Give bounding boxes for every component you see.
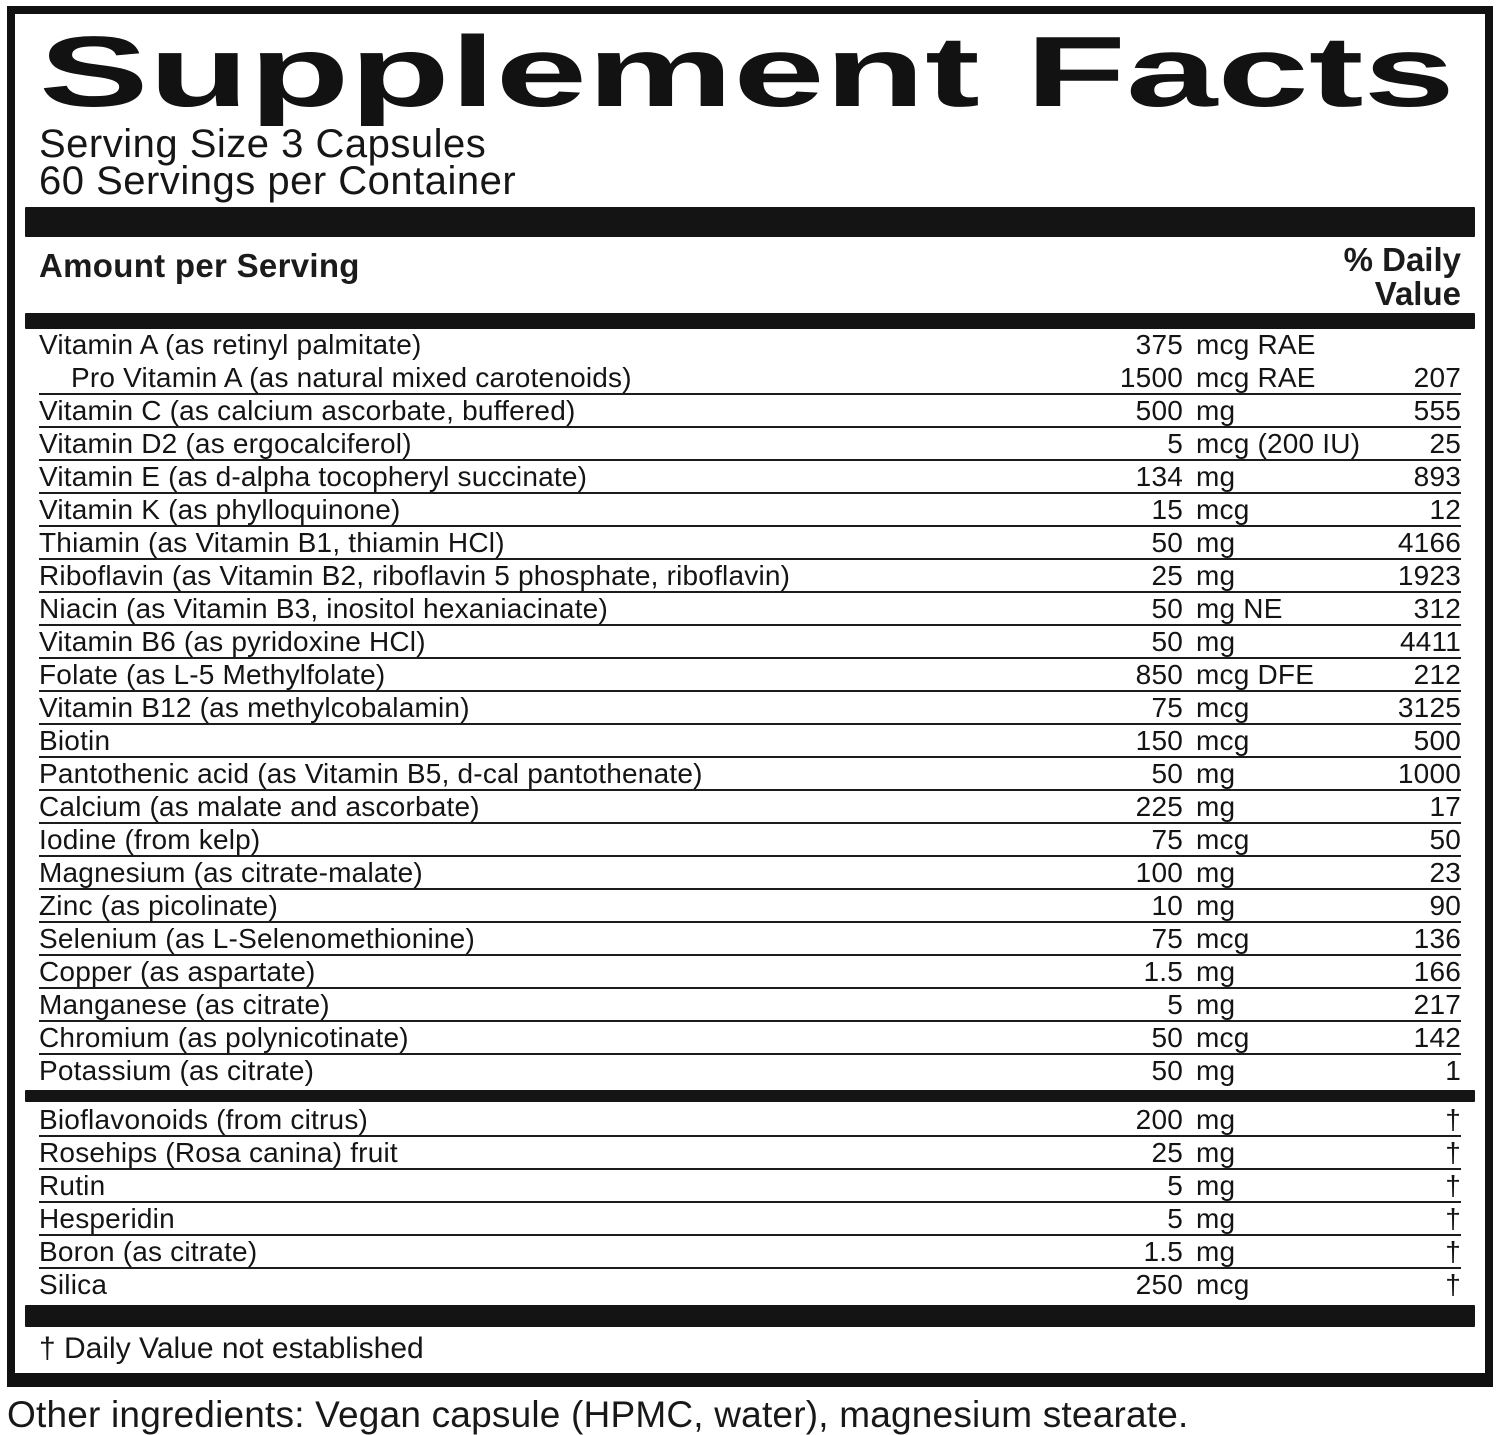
ingredient-daily-value: 555 bbox=[1413, 395, 1461, 426]
thick-divider-bar bbox=[25, 207, 1475, 237]
section-divider-bar bbox=[25, 1090, 1475, 1102]
ingredient-row bbox=[39, 560, 1461, 593]
ingredient-unit: mg bbox=[1196, 1170, 1236, 1201]
ingredient-name: Vitamin D2 (as ergocalciferol) bbox=[39, 429, 412, 459]
ingredient-name: Pantothenic acid (as Vitamin B5, d-cal pantothenate) bbox=[39, 759, 703, 789]
ingredient-daily-value: 90 bbox=[1429, 890, 1461, 921]
ingredient-row bbox=[39, 593, 1461, 626]
ingredient-row bbox=[39, 1137, 1461, 1170]
other-ingredients: Other ingredients: Vegan capsule (HPMC, water), magnesium stearate. bbox=[7, 1394, 1189, 1435]
ingredient-amount: 50 bbox=[1151, 593, 1183, 624]
supplement-facts-panel bbox=[7, 6, 1493, 1387]
ingredient-unit: mg bbox=[1196, 989, 1236, 1020]
ingredient-amount: 50 bbox=[1151, 527, 1183, 558]
ingredient-daily-value: † bbox=[1445, 1269, 1461, 1300]
ingredient-unit: mg bbox=[1196, 560, 1236, 591]
ingredient-amount: 10 bbox=[1151, 890, 1183, 921]
ingredient-unit: mg bbox=[1196, 1137, 1236, 1168]
ingredient-unit: mg bbox=[1196, 395, 1236, 426]
ingredient-row bbox=[39, 1104, 1461, 1137]
ingredient-name: Folate (as L-5 Methylfolate) bbox=[39, 660, 386, 690]
ingredient-unit: mg bbox=[1196, 956, 1236, 987]
ingredient-daily-value: 142 bbox=[1413, 1022, 1461, 1053]
ingredient-amount: 500 bbox=[1135, 395, 1183, 426]
ingredient-row bbox=[39, 329, 1461, 362]
ingredient-amount: 50 bbox=[1151, 1055, 1183, 1086]
ingredient-daily-value: 1923 bbox=[1397, 560, 1461, 591]
ingredient-daily-value: 3125 bbox=[1397, 692, 1461, 723]
ingredient-amount: 75 bbox=[1151, 824, 1183, 855]
ingredient-row bbox=[39, 1170, 1461, 1203]
ingredient-name: Selenium (as L-Selenomethionine) bbox=[39, 924, 475, 954]
ingredient-row bbox=[39, 461, 1461, 494]
ingredient-row bbox=[39, 857, 1461, 890]
servings-per-container: 60 Servings per Container bbox=[39, 159, 517, 203]
ingredient-daily-value: 25 bbox=[1429, 428, 1461, 459]
ingredient-amount: 5 bbox=[1167, 989, 1183, 1020]
ingredient-name: Bioflavonoids (from citrus) bbox=[39, 1105, 369, 1135]
ingredient-name: Iodine (from kelp) bbox=[39, 825, 261, 855]
ingredient-daily-value: 23 bbox=[1429, 857, 1461, 888]
ingredient-row bbox=[39, 725, 1461, 758]
botanicals-table bbox=[39, 1104, 1461, 1302]
ingredient-amount: 100 bbox=[1135, 857, 1183, 888]
daily-value-header: % Daily Value bbox=[1343, 241, 1461, 312]
column-header-divider-bar bbox=[25, 313, 1475, 329]
ingredient-name: Hesperidin bbox=[39, 1204, 175, 1234]
ingredient-unit: mcg bbox=[1196, 725, 1250, 756]
ingredient-unit: mcg RAE bbox=[1196, 362, 1316, 393]
ingredient-row bbox=[39, 824, 1461, 857]
ingredient-name: Biotin bbox=[39, 726, 111, 756]
ingredient-unit: mg bbox=[1196, 1236, 1236, 1267]
serving-info bbox=[39, 122, 1461, 203]
ingredient-name: Magnesium (as citrate-malate) bbox=[39, 858, 423, 888]
ingredient-daily-value: † bbox=[1445, 1203, 1461, 1234]
ingredient-row bbox=[39, 890, 1461, 923]
ingredient-row bbox=[39, 395, 1461, 428]
ingredient-name: Silica bbox=[39, 1270, 108, 1300]
ingredient-unit: mcg bbox=[1196, 923, 1250, 954]
ingredient-unit: mcg RAE bbox=[1196, 329, 1316, 360]
ingredient-name: Potassium (as citrate) bbox=[39, 1056, 315, 1086]
ingredient-daily-value: 217 bbox=[1413, 989, 1461, 1020]
ingredient-row bbox=[39, 791, 1461, 824]
ingredient-daily-value: 207 bbox=[1413, 362, 1461, 393]
ingredient-name: Thiamin (as Vitamin B1, thiamin HCl) bbox=[39, 528, 505, 558]
ingredient-name: Vitamin K (as phylloquinone) bbox=[39, 495, 401, 525]
ingredient-row bbox=[39, 659, 1461, 692]
ingredient-unit: mg bbox=[1196, 758, 1236, 789]
ingredient-row bbox=[39, 989, 1461, 1022]
ingredient-daily-value: † bbox=[1445, 1236, 1461, 1267]
ingredient-amount: 250 bbox=[1135, 1269, 1183, 1300]
ingredient-unit: mg bbox=[1196, 527, 1236, 558]
ingredient-unit: mg bbox=[1196, 626, 1236, 657]
ingredient-amount: 200 bbox=[1135, 1104, 1183, 1135]
ingredient-amount: 150 bbox=[1135, 725, 1183, 756]
ingredient-name: Rutin bbox=[39, 1171, 106, 1201]
ingredient-row bbox=[39, 1269, 1461, 1302]
ingredient-daily-value: 50 bbox=[1429, 824, 1461, 855]
ingredient-daily-value: 893 bbox=[1413, 461, 1461, 492]
ingredient-amount: 375 bbox=[1135, 329, 1183, 360]
ingredient-amount: 75 bbox=[1151, 923, 1183, 954]
ingredient-name: Riboflavin (as Vitamin B2, riboflavin 5 phosphate, riboflavin) bbox=[39, 561, 791, 591]
ingredient-unit: mcg bbox=[1196, 692, 1250, 723]
ingredient-name: Vitamin B6 (as pyridoxine HCl) bbox=[39, 627, 426, 657]
ingredient-name: Manganese (as citrate) bbox=[39, 990, 330, 1020]
ingredient-name: Calcium (as malate and ascorbate) bbox=[39, 792, 480, 822]
ingredient-daily-value: † bbox=[1445, 1170, 1461, 1201]
ingredient-daily-value: 4166 bbox=[1397, 527, 1461, 558]
ingredient-unit: mg bbox=[1196, 1203, 1236, 1234]
ingredient-amount: 5 bbox=[1167, 1170, 1183, 1201]
ingredient-row bbox=[39, 527, 1461, 560]
column-header bbox=[39, 239, 1461, 311]
ingredient-daily-value: 212 bbox=[1413, 659, 1461, 690]
panel-title-text: Supplement Facts bbox=[39, 20, 1455, 126]
ingredient-unit: mg bbox=[1196, 857, 1236, 888]
ingredient-unit: mg bbox=[1196, 461, 1236, 492]
ingredient-unit: mg bbox=[1196, 791, 1236, 822]
ingredient-unit: mg NE bbox=[1196, 593, 1283, 624]
ingredient-name: Vitamin C (as calcium ascorbate, buffered) bbox=[39, 396, 576, 426]
ingredient-name: Vitamin A (as retinyl palmitate) bbox=[39, 330, 422, 360]
ingredient-row bbox=[39, 956, 1461, 989]
panel-title bbox=[39, 20, 1463, 126]
ingredient-row bbox=[39, 1022, 1461, 1055]
ingredient-daily-value: 166 bbox=[1413, 956, 1461, 987]
ingredient-row bbox=[39, 923, 1461, 956]
ingredient-unit: mcg DFE bbox=[1196, 659, 1315, 690]
ingredient-unit: mg bbox=[1196, 890, 1236, 921]
ingredient-daily-value: 12 bbox=[1429, 494, 1461, 525]
ingredient-amount: 850 bbox=[1135, 659, 1183, 690]
ingredient-name: Vitamin E (as d-alpha tocopheryl succinate) bbox=[39, 462, 588, 492]
ingredient-name: Pro Vitamin A (as natural mixed carotenoids) bbox=[71, 363, 632, 393]
ingredient-daily-value: 17 bbox=[1429, 791, 1461, 822]
ingredient-amount: 225 bbox=[1135, 791, 1183, 822]
ingredient-daily-value: 4411 bbox=[1399, 626, 1461, 657]
ingredient-unit: mcg bbox=[1196, 494, 1250, 525]
ingredient-amount: 25 bbox=[1151, 1137, 1183, 1168]
ingredient-amount: 50 bbox=[1151, 758, 1183, 789]
ingredient-daily-value: 500 bbox=[1413, 725, 1461, 756]
ingredient-amount: 75 bbox=[1151, 692, 1183, 723]
ingredient-amount: 1.5 bbox=[1143, 1236, 1183, 1267]
ingredient-amount: 1500 bbox=[1119, 362, 1183, 393]
ingredient-unit: mcg bbox=[1196, 1269, 1250, 1300]
ingredient-name: Boron (as citrate) bbox=[39, 1237, 258, 1267]
ingredient-name: Vitamin B12 (as methylcobalamin) bbox=[39, 693, 470, 723]
serving-size: Serving Size 3 Capsules bbox=[39, 122, 487, 166]
ingredient-daily-value: 1000 bbox=[1397, 758, 1461, 789]
ingredient-row bbox=[39, 692, 1461, 725]
ingredient-unit: mg bbox=[1196, 1055, 1236, 1086]
ingredient-daily-value: 1 bbox=[1445, 1055, 1461, 1086]
ingredient-daily-value: 136 bbox=[1413, 923, 1461, 954]
ingredient-daily-value: † bbox=[1445, 1137, 1461, 1168]
ingredient-daily-value: † bbox=[1445, 1104, 1461, 1135]
ingredient-amount: 1.5 bbox=[1143, 956, 1183, 987]
ingredient-amount: 134 bbox=[1135, 461, 1183, 492]
ingredient-name: Zinc (as picolinate) bbox=[39, 891, 278, 921]
ingredient-name: Copper (as aspartate) bbox=[39, 957, 316, 987]
ingredient-unit: mg bbox=[1196, 1104, 1236, 1135]
ingredient-row bbox=[39, 626, 1461, 659]
ingredient-amount: 5 bbox=[1167, 428, 1183, 459]
amount-per-serving-header: Amount per Serving bbox=[39, 247, 360, 284]
ingredient-amount: 15 bbox=[1151, 494, 1183, 525]
ingredient-unit: mcg bbox=[1196, 824, 1250, 855]
ingredient-row bbox=[39, 758, 1461, 791]
ingredient-amount: 50 bbox=[1151, 1022, 1183, 1053]
ingredient-row bbox=[39, 1236, 1461, 1269]
ingredient-unit: mcg (200 IU) bbox=[1196, 428, 1361, 459]
ingredient-row bbox=[39, 1203, 1461, 1236]
ingredient-name: Chromium (as polynicotinate) bbox=[39, 1023, 409, 1053]
ingredient-row bbox=[39, 1055, 1461, 1088]
ingredient-amount: 25 bbox=[1151, 560, 1183, 591]
ingredients-table bbox=[39, 329, 1461, 1088]
ingredient-unit: mcg bbox=[1196, 1022, 1250, 1053]
footnote-divider-bar bbox=[25, 1305, 1475, 1327]
ingredient-name: Rosehips (Rosa canina) fruit bbox=[39, 1138, 398, 1168]
ingredient-amount: 50 bbox=[1151, 626, 1183, 657]
ingredient-daily-value: 312 bbox=[1413, 593, 1461, 624]
daily-value-footnote: † Daily Value not established bbox=[39, 1332, 424, 1365]
ingredient-name: Niacin (as Vitamin B3, inositol hexaniacinate) bbox=[39, 594, 608, 624]
ingredient-amount: 5 bbox=[1167, 1203, 1183, 1234]
ingredient-row bbox=[39, 428, 1461, 461]
ingredient-row bbox=[39, 494, 1461, 527]
ingredient-row bbox=[39, 362, 1461, 395]
